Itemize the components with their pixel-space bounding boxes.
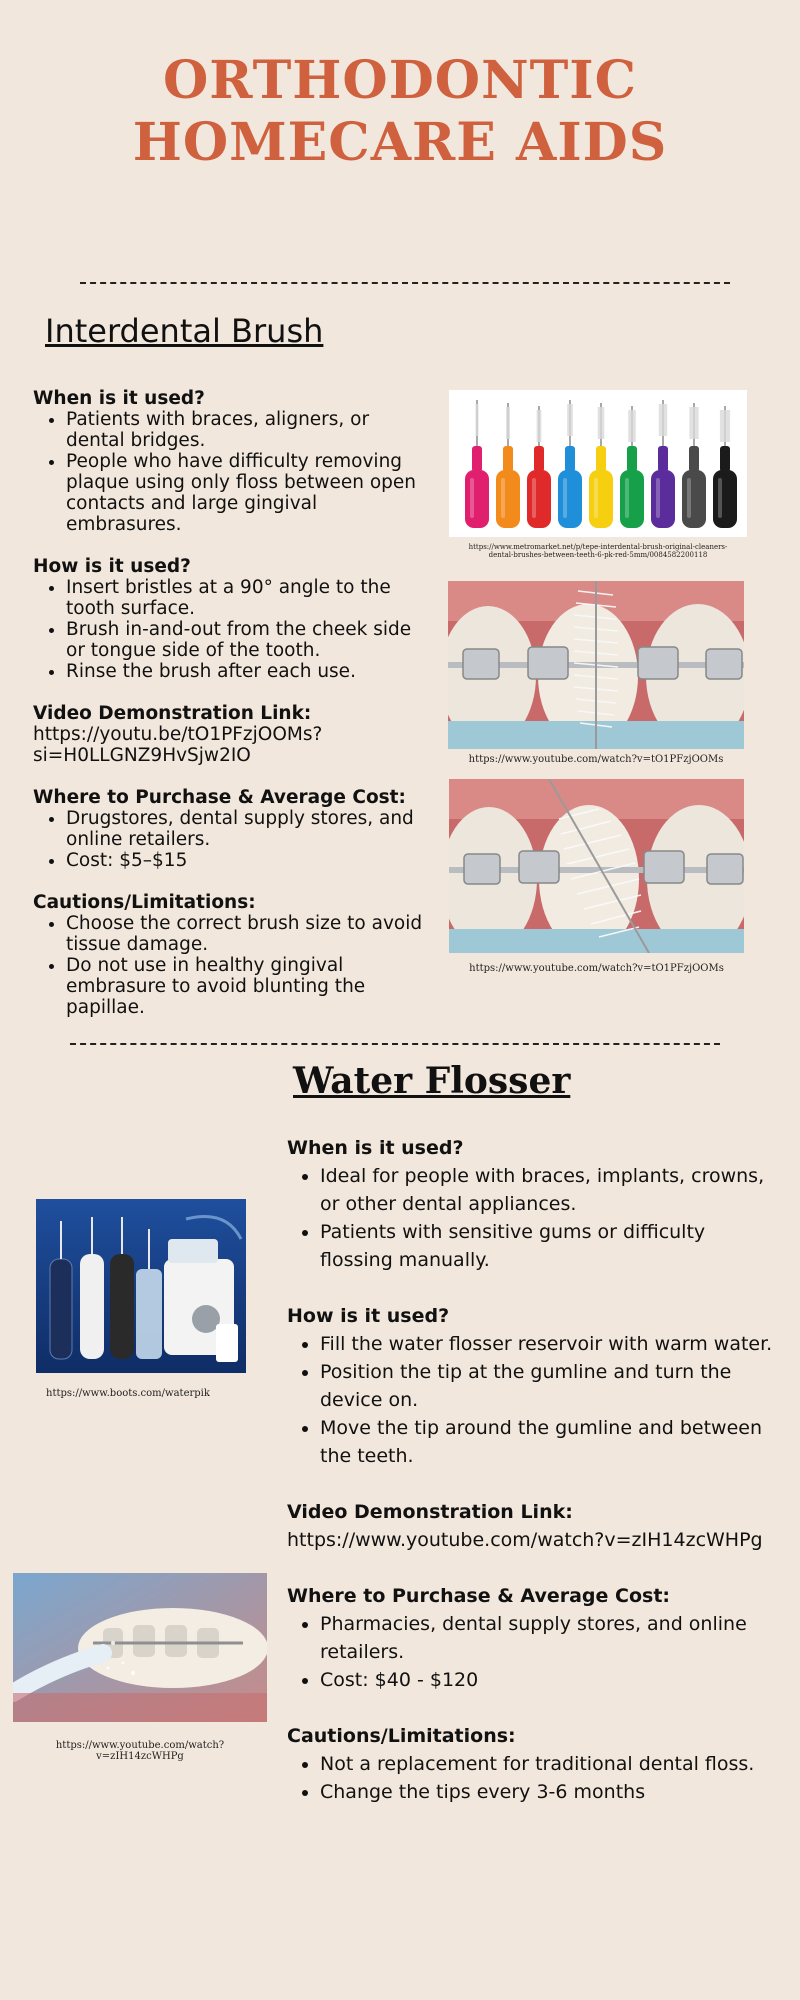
- ib-purchase-heading: Where to Purchase & Average Cost:: [33, 787, 406, 808]
- brush-6: [620, 406, 644, 528]
- interdental-braces-image-2: [449, 779, 744, 953]
- wf-purchase-list: [287, 1610, 777, 1694]
- interdental-image-3-caption[interactable]: https://www.youtube.com/watch?v=tO1PFzjOOMs: [469, 963, 724, 974]
- list-item: • Do not use in healthy gingival embrasure to avoid blunting the papillae.: [66, 955, 423, 1018]
- list-item: • Choose the correct brush size to avoid tissue damage.: [66, 913, 423, 955]
- brush-3: [527, 406, 551, 528]
- title-line-2: HOMECARE AIDS: [132, 112, 668, 173]
- list-item: • Ideal for people with braces, implants, crowns, or other dental appliances.: [320, 1162, 777, 1218]
- interdental-image-2-caption[interactable]: https://www.youtube.com/watch?v=tO1PFzjOOMs: [468, 754, 724, 765]
- interdental-braces-image-1: [448, 581, 744, 749]
- list-item: • Not a replacement for traditional dental floss.: [320, 1750, 777, 1778]
- caption-line: https://www.metromarket.net/p/tepe-interdental-brush-original-cleaners-: [468, 543, 728, 551]
- brush-9: [713, 406, 737, 528]
- caption-line: dental-brushes-between-teeth-6-pk-red-5mm/0084582200118: [488, 551, 708, 559]
- list-item: • Cost: $40 - $120: [320, 1666, 777, 1694]
- brush-8: [682, 403, 706, 528]
- list-item: • Move the tip around the gumline and between the teeth.: [320, 1414, 777, 1470]
- wf-purchase-heading: Where to Purchase & Average Cost:: [287, 1585, 670, 1607]
- divider-top: [80, 282, 730, 284]
- list-item: • Patients with sensitive gums or difficulty flossing manually.: [320, 1218, 777, 1274]
- ib-video-link-line-1[interactable]: https://youtu.be/tO1PFzjOOMs?: [33, 724, 323, 745]
- wf-when-list: [287, 1162, 777, 1274]
- ib-video-link[interactable]: [33, 724, 423, 766]
- list-item: • Insert bristles at a 90° angle to the tooth surface.: [66, 577, 423, 619]
- list-item: • Rinse the brush after each use.: [66, 661, 423, 682]
- list-item: • Cost: $5–$15: [66, 850, 423, 871]
- list-item: • Drugstores, dental supply stores, and online retailers.: [66, 808, 423, 850]
- divider-middle: [70, 1043, 720, 1045]
- water-flosser-products-image: [36, 1199, 246, 1373]
- interdental-content: [33, 388, 423, 1018]
- list-item: • Patients with braces, aligners, or dental bridges.: [66, 409, 423, 451]
- list-item: • Brush in-and-out from the cheek side or tongue side of the tooth.: [66, 619, 423, 661]
- title-line-1: ORTHODONTIC: [162, 50, 638, 111]
- interdental-image-1-caption: [449, 543, 747, 559]
- ib-purchase-list: [33, 808, 423, 871]
- water-flosser-image-1-caption[interactable]: https://www.boots.com/waterpik: [46, 1388, 210, 1399]
- interdental-brushes-image: [449, 390, 747, 537]
- brush-4: [558, 400, 582, 528]
- water-flosser-heading: Water Flosser: [293, 1060, 571, 1102]
- ib-when-heading: When is it used?: [33, 388, 205, 409]
- wf-how-list: [287, 1330, 777, 1470]
- interdental-heading: Interdental Brush: [45, 312, 324, 350]
- list-item: • Change the tips every 3-6 months: [320, 1778, 777, 1806]
- ib-how-list: [33, 577, 423, 682]
- ib-how-heading: How is it used?: [33, 556, 191, 577]
- page-title: [0, 50, 800, 174]
- list-item: • Fill the water flosser reservoir with warm water.: [320, 1330, 777, 1358]
- list-item: • Pharmacies, dental supply stores, and online retailers.: [320, 1610, 777, 1666]
- water-flosser-image-2-caption[interactable]: https://www.youtube.com/watch?v=zIH14zcWHPg: [55, 1740, 225, 1762]
- ib-cautions-list: [33, 913, 423, 1018]
- brush-5: [589, 403, 613, 528]
- brush-2: [496, 403, 520, 528]
- wf-cautions-list: [287, 1750, 777, 1806]
- ib-video-heading: Video Demonstration Link:: [33, 703, 312, 724]
- water-flosser-content: [287, 1134, 777, 1806]
- list-item: • People who have difficulty removing plaque using only floss between open contacts and large gingival embrasures.: [66, 451, 423, 535]
- brush-1: [465, 400, 489, 528]
- brush-illustration: [449, 390, 747, 537]
- wf-video-heading: Video Demonstration Link:: [287, 1501, 573, 1523]
- brush-7: [651, 400, 675, 528]
- wf-when-heading: When is it used?: [287, 1137, 464, 1159]
- list-item: • Position the tip at the gumline and turn the device on.: [320, 1358, 777, 1414]
- ib-video-link-line-2[interactable]: si=H0LLGNZ9HvSjw2IO: [33, 745, 251, 766]
- wf-how-heading: How is it used?: [287, 1305, 450, 1327]
- ib-when-list: [33, 409, 423, 535]
- water-flosser-in-use-image: [13, 1573, 267, 1722]
- ib-cautions-heading: Cautions/Limitations:: [33, 892, 256, 913]
- wf-video-link[interactable]: https://www.youtube.com/watch?v=zIH14zcWHPg: [287, 1529, 763, 1551]
- wf-cautions-heading: Cautions/Limitations:: [287, 1725, 516, 1747]
